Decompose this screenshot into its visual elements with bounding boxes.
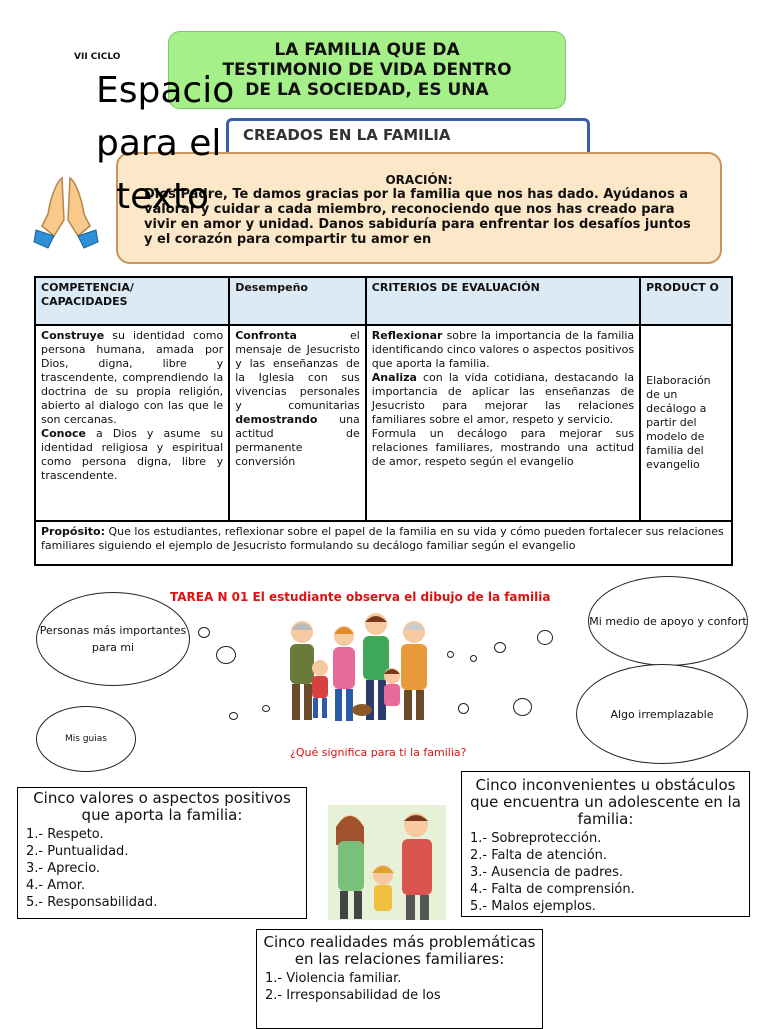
desempeno-text-1: el mensaje de Jesucristo y las enseñanzas de la Iglesia con sus vivencias personales y comunitarias bbox=[235, 329, 360, 412]
list-item: 1.- Respeto. bbox=[26, 827, 104, 842]
thought-bubble-dot bbox=[470, 655, 477, 662]
family-question: ¿Qué significa para ti la familia? bbox=[290, 746, 467, 759]
realities-list bbox=[257, 970, 542, 1004]
obstacles-heading: Cinco inconvenientes u obstáculos que encuentra un adolescente en la familia: bbox=[470, 776, 741, 828]
header-criterios: CRITERIOS DE EVALUACIÓN bbox=[366, 277, 640, 325]
competencia-verb-2: Conoce bbox=[41, 427, 86, 440]
purpose-text: Que los estudiantes, reflexionar sobre el papel de la familia en su vida y cómo pueden fortalecer sus relaciones familiares siguiendo el ejemplo de Jesucristo formulando su decálogo familiar según el evangelio bbox=[41, 525, 724, 552]
obstacles-box bbox=[461, 771, 750, 917]
realities-heading: Cinco realidades más problemáticas en las relaciones familiares: bbox=[263, 933, 536, 968]
task-title: TAREA N 01 El estudiante observa el dibujo de la familia bbox=[170, 590, 551, 604]
competencia-text-2: a Dios y asume su identidad religiosa y espiritual como persona digna, libre y trascendente. bbox=[41, 427, 224, 482]
thought-bubble-dot bbox=[229, 712, 238, 720]
list-item: 2.- Falta de atención. bbox=[470, 848, 608, 863]
competency-table bbox=[34, 276, 733, 566]
thought-bubble-dot bbox=[494, 642, 506, 653]
criterio-verb-2: Analiza bbox=[371, 371, 417, 384]
list-item: 4.- Amor. bbox=[26, 878, 86, 893]
list-item: 5.- Malos ejemplos. bbox=[470, 899, 596, 914]
table-header-row bbox=[35, 277, 732, 325]
cell-proposito bbox=[35, 521, 732, 565]
thought-bubble-dot bbox=[216, 646, 236, 664]
list-item: 1.- Violencia familiar. bbox=[265, 971, 402, 986]
list-item: 3.- Aprecio. bbox=[26, 861, 101, 876]
family-trio-illustration bbox=[328, 805, 446, 920]
values-heading: Cinco valores o aspectos positivos que aporta la familia: bbox=[33, 789, 291, 824]
cell-desempeno bbox=[229, 325, 366, 521]
thought-bubble-dot bbox=[537, 630, 553, 645]
obstacles-list bbox=[462, 830, 749, 915]
criterio-text-1: sobre la importancia de la familia identificando cinco valores o aspectos positivos que aporta la familia. bbox=[371, 329, 635, 370]
competencia-verb-1: Construye bbox=[41, 329, 105, 342]
cell-competencia bbox=[35, 325, 229, 521]
list-item: 2.- Puntualidad. bbox=[26, 844, 129, 859]
prayer-text: Dios Padre, Te damos gracias por la familia que nos has dado. Ayúdanos a valorar y cuidar a cada miembro, reconociendo que nos has creado para vivir en amor y unidad. Danos sabiduría para enfrentar los desafíos juntos y el corazón para compartir tu amor en bbox=[144, 187, 691, 247]
thought-cloud-3: Mi medio de apoyo y confort bbox=[588, 576, 748, 666]
thought-bubble-dot bbox=[447, 651, 454, 658]
praying-hands-icon bbox=[32, 170, 102, 250]
placeholder-line-3: texto bbox=[116, 176, 210, 217]
desempeno-verb-2: demostrando bbox=[235, 413, 318, 426]
family-illustration bbox=[280, 610, 440, 728]
list-item: 4.- Falta de comprensión. bbox=[470, 882, 635, 897]
placeholder-line-2: para el bbox=[96, 123, 222, 164]
realities-box bbox=[256, 929, 543, 1029]
purpose-row bbox=[35, 521, 732, 565]
thought-bubble-dot bbox=[513, 698, 532, 716]
criterio-text-3: Formula un decálogo para mejorar sus relaciones familiares, mostrando una actitud de amor, respeto según el evangelio bbox=[371, 427, 635, 468]
table-row bbox=[35, 325, 732, 521]
list-item: 1.- Sobreprotección. bbox=[470, 831, 602, 846]
desempeno-verb-1: Confronta bbox=[235, 329, 297, 342]
header-competencia: COMPETENCIA/ CAPACIDADES bbox=[35, 277, 229, 325]
competencia-text-1: su identidad como persona humana, amada por Dios, digna, libre y trascendente, comprendiendo la doctrina de su propia religión, abierto al dialogo con las que le son cercanas. bbox=[41, 329, 224, 426]
cycle-label: VII CICLO bbox=[74, 52, 121, 62]
list-item: 5.- Responsabilidad. bbox=[26, 895, 158, 910]
criterio-text-2: con la vida cotidiana, destacando la importancia de aplicar las enseñanzas de Jesucristo para mejorar las relaciones familiares sobre el amor, respeto y servicio. bbox=[371, 371, 635, 426]
subtitle-text: CREADOS EN LA FAMILIA bbox=[243, 126, 451, 144]
thought-bubble-dot bbox=[458, 703, 469, 714]
title-line-1: LA FAMILIA QUE DA bbox=[274, 40, 460, 60]
thought-cloud-2: Mis guias bbox=[36, 706, 136, 772]
text-placeholder bbox=[96, 64, 276, 223]
criterio-verb-1: Reflexionar bbox=[371, 329, 443, 342]
title-line-2: TESTIMONIO DE VIDA DENTRO bbox=[222, 60, 512, 80]
thought-bubble-dot bbox=[198, 627, 210, 638]
thought-cloud-1: Personas más importantes para mi bbox=[36, 592, 190, 686]
title-line-3: DE LA SOCIEDAD, ES UNA bbox=[245, 80, 489, 100]
values-box bbox=[17, 787, 307, 919]
desempeno-text-2: una actitud de permanente conversión bbox=[235, 413, 360, 468]
purpose-label: Propósito: bbox=[41, 525, 106, 538]
header-desempeno: Desempeño bbox=[229, 277, 366, 325]
prayer-heading: ORACIÓN: bbox=[385, 173, 453, 187]
list-item: 3.- Ausencia de padres. bbox=[470, 865, 624, 880]
list-item: 2.- Irresponsabilidad de los bbox=[265, 988, 441, 1003]
cell-criterios bbox=[366, 325, 640, 521]
thought-bubble-dot bbox=[262, 705, 270, 712]
cell-producto: Elaboración de un decálogo a partir del modelo de familia del evangelio bbox=[640, 325, 732, 521]
header-producto: PRODUCT O bbox=[640, 277, 732, 325]
values-list bbox=[18, 826, 306, 911]
thought-cloud-4: Algo irremplazable bbox=[576, 664, 748, 764]
placeholder-line-1: Espacio bbox=[96, 70, 235, 111]
